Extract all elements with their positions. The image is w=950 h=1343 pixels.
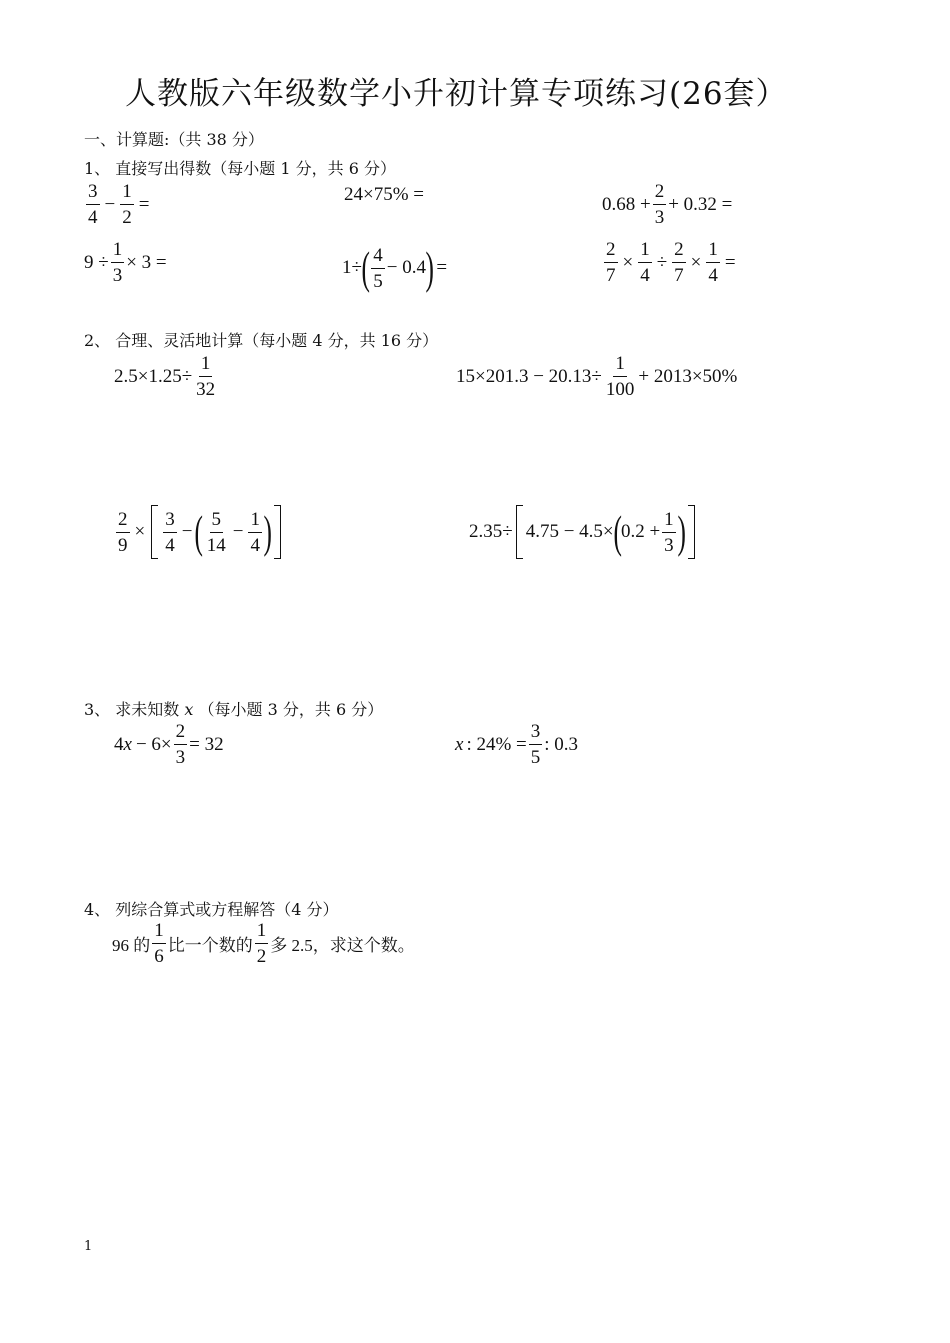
denominator: 4 — [250, 534, 260, 556]
q4-heading: 4、 列综合算式或方程解答（4 分） — [84, 900, 339, 919]
fraction — [255, 921, 269, 966]
q2-expr-3 — [114, 505, 284, 559]
denominator: 3 — [664, 534, 674, 556]
denominator: 6 — [154, 946, 164, 967]
variable: x — [455, 733, 464, 755]
expr-text: 2.5×1.25÷ — [114, 365, 193, 387]
problem-text: 比一个数的 — [167, 936, 253, 955]
numerator: 3 — [163, 510, 177, 533]
numerator: 1 — [248, 510, 262, 533]
denominator: 4 — [88, 207, 98, 228]
problem-text: 96 的 — [112, 936, 151, 955]
denominator: 3 — [112, 265, 123, 286]
equals: = — [724, 251, 736, 273]
variable: x — [123, 733, 132, 755]
q2-heading: 2、 合理、灵活地计算（每小题 4 分，共 16 分） — [84, 331, 439, 350]
fraction — [111, 240, 125, 285]
expr-text: + 0.32 = — [668, 193, 733, 215]
expr-text: 15×201.3 − 20.13÷ — [456, 365, 602, 387]
q2-expr-1 — [114, 354, 219, 399]
fraction — [672, 240, 686, 285]
operator: − — [181, 521, 193, 542]
fraction — [638, 240, 652, 285]
q3-expr-2 — [455, 722, 578, 767]
numerator: 5 — [210, 510, 224, 533]
q1-expr-6 — [602, 240, 739, 285]
equals: = — [436, 257, 448, 278]
q4-problem — [112, 921, 415, 966]
left-paren: ( — [361, 242, 370, 293]
numerator: 1 — [638, 240, 652, 263]
right-paren: ) — [425, 242, 434, 293]
operator: ÷ — [656, 251, 668, 273]
expr-text: : 0.3 — [544, 733, 579, 755]
expr-text: 4 — [114, 733, 124, 755]
operator: × — [690, 251, 702, 273]
denominator: 2 — [256, 946, 267, 967]
fraction — [706, 240, 720, 285]
operator: − — [104, 193, 116, 215]
numerator: 1 — [120, 182, 134, 205]
expr-text: = 32 — [189, 733, 224, 755]
variable: x — [184, 700, 194, 719]
right-paren: ) — [263, 506, 272, 557]
denominator: 4 — [640, 265, 650, 286]
denominator: 32 — [196, 379, 216, 400]
expr-text: 4.75 − 4.5× — [525, 521, 614, 542]
fraction — [604, 354, 637, 399]
left-paren: ( — [194, 506, 204, 557]
section-heading: 一、计算题:（共 38 分） — [84, 130, 264, 149]
fraction — [371, 246, 385, 291]
numerator: 3 — [86, 182, 100, 205]
numerator: 1 — [152, 921, 166, 944]
numerator: 4 — [371, 246, 385, 269]
numerator: 2 — [653, 182, 667, 205]
expr-text: 0.2 + — [620, 521, 661, 542]
expr-text: 9 ÷ — [84, 251, 109, 273]
q2-expr-4 — [469, 505, 698, 559]
expr-text: + 2013×50% — [638, 365, 738, 387]
fraction — [86, 182, 100, 227]
page-title: 人教版六年级数学小升初计算专项练习(26套） — [125, 76, 788, 112]
fraction — [174, 722, 188, 767]
numerator: 1 — [662, 510, 676, 533]
numerator: 2 — [116, 510, 130, 533]
heading-text: 3、 求未知数 — [84, 700, 180, 719]
q1-expr-3 — [602, 182, 732, 227]
numerator: 1 — [111, 240, 125, 263]
numerator: 1 — [255, 921, 269, 944]
left-paren: ( — [613, 506, 622, 557]
q3-expr-1 — [114, 722, 224, 767]
denominator: 14 — [206, 534, 226, 556]
fraction — [653, 182, 667, 227]
fraction — [163, 510, 177, 555]
denominator: 7 — [606, 265, 616, 286]
q1-expr-2: 24×75% = — [344, 184, 425, 205]
numerator: 2 — [604, 240, 618, 263]
operator: − — [232, 521, 244, 542]
denominator: 4 — [708, 265, 718, 286]
denominator: 7 — [674, 265, 684, 286]
right-bracket — [688, 505, 695, 559]
numerator: 1 — [199, 354, 213, 377]
fraction — [205, 510, 228, 555]
fraction — [248, 510, 262, 555]
denominator: 5 — [530, 747, 541, 768]
numerator: 2 — [174, 722, 188, 745]
q1-expr-5 — [342, 242, 450, 293]
q2-expr-2 — [456, 354, 737, 399]
expr-text: 0.68 + — [602, 193, 651, 215]
operator: × — [134, 521, 146, 542]
expr-text: : 24% = — [466, 733, 527, 755]
fraction — [662, 510, 676, 555]
right-paren: ) — [677, 506, 686, 557]
left-bracket — [516, 505, 523, 559]
right-bracket — [274, 505, 281, 559]
numerator: 2 — [672, 240, 686, 263]
problem-text: 多 2.5，求这个数。 — [270, 936, 415, 955]
equals: = — [138, 193, 150, 215]
denominator: 5 — [373, 270, 383, 292]
expr-text: − 6× — [135, 733, 172, 755]
numerator: 1 — [706, 240, 720, 263]
expr-text: 1÷ — [342, 257, 362, 278]
q1-expr-4 — [84, 240, 167, 285]
numerator: 3 — [529, 722, 543, 745]
numerator: 1 — [613, 354, 627, 377]
page-number: 1 — [84, 1239, 93, 1254]
fraction — [194, 354, 217, 399]
denominator: 9 — [118, 534, 128, 556]
fraction — [152, 921, 166, 966]
q1-heading: 1、 直接写出得数（每小题 1 分，共 6 分） — [84, 159, 396, 178]
left-bracket — [151, 505, 158, 559]
denominator: 4 — [165, 534, 175, 556]
fraction — [120, 182, 134, 227]
heading-text: （每小题 3 分，共 6 分） — [198, 700, 384, 719]
fraction — [604, 240, 618, 285]
operator: × — [622, 251, 634, 273]
q3-heading — [84, 697, 383, 720]
denominator: 100 — [605, 379, 635, 400]
denominator: 3 — [654, 207, 665, 228]
denominator: 3 — [175, 747, 186, 768]
expr-text: − 0.4 — [386, 257, 426, 278]
q1-expr-1 — [84, 182, 152, 227]
expr-text: 2.35÷ — [469, 521, 513, 542]
expr-text: × 3 = — [126, 251, 167, 273]
denominator: 2 — [122, 207, 132, 228]
fraction — [529, 722, 543, 767]
fraction — [116, 510, 130, 555]
